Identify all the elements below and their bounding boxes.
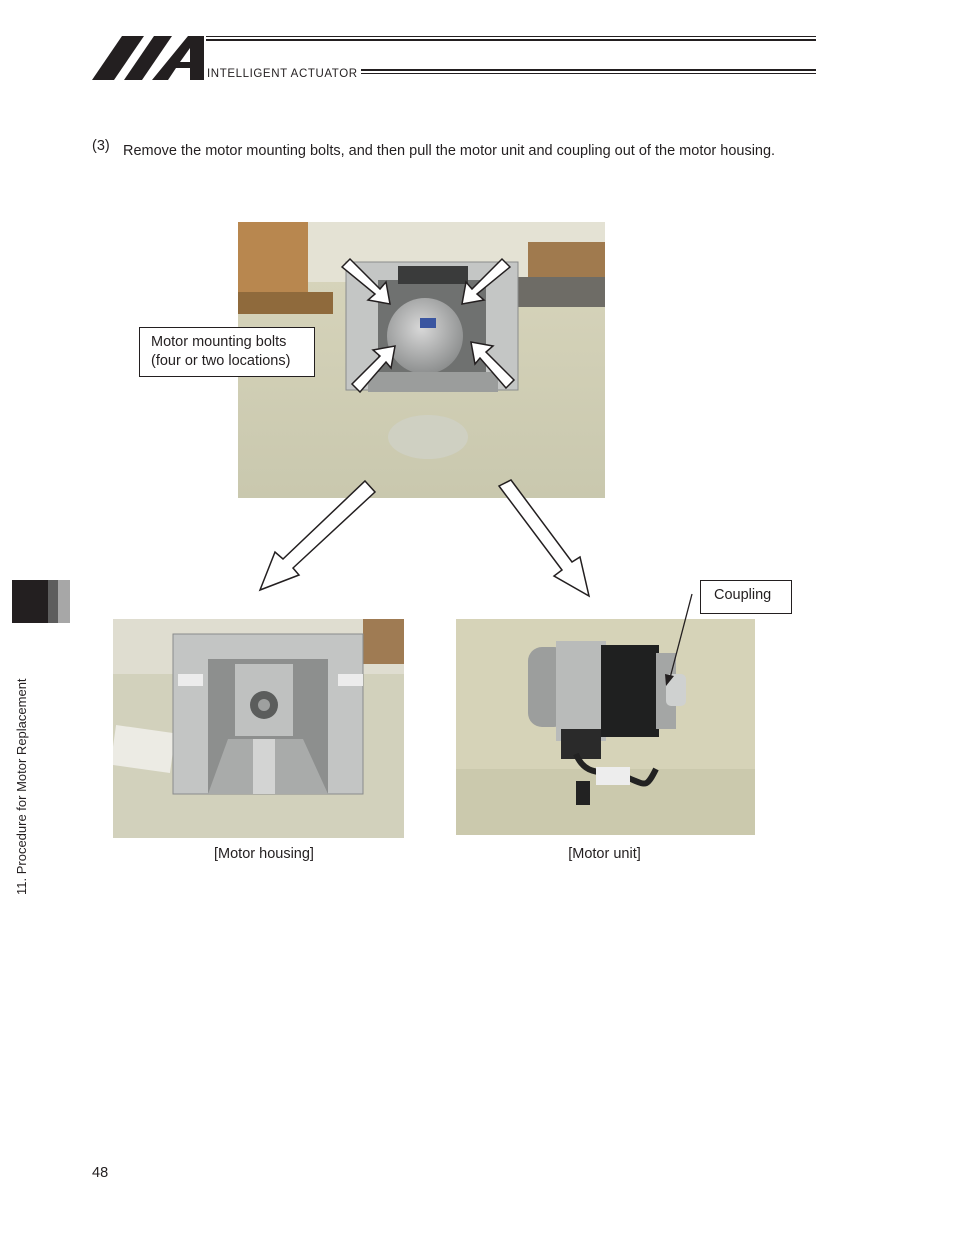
motor-housing-caption: [Motor housing]	[214, 846, 314, 862]
arrow-down-right-icon	[494, 478, 594, 600]
page-number: 48	[92, 1165, 109, 1181]
header-rule-top-2	[206, 39, 816, 41]
brand-name: INTELLIGENT ACTUATOR	[207, 68, 358, 80]
header-rule-bottom-1	[361, 69, 816, 71]
chapter-tab-icon	[12, 580, 70, 623]
motor-unit-photo	[456, 619, 755, 835]
bolts-callout	[139, 327, 315, 377]
header-rule-bottom-2	[361, 73, 816, 74]
chapter-label: 11. Procedure for Motor Replacement	[14, 678, 29, 895]
step-number: (3)	[92, 138, 110, 154]
arrow-down-left-icon	[255, 478, 380, 593]
motor-housing-photo	[113, 619, 404, 838]
header-rule-top-1	[206, 36, 816, 37]
bolts-callout-line1: Motor mounting bolts	[151, 334, 287, 350]
bolts-callout-line2: (four or two locations)	[151, 353, 291, 369]
coupling-pointer-icon	[660, 590, 700, 690]
iai-logo-icon	[92, 34, 204, 82]
coupling-callout: Coupling	[700, 580, 792, 614]
motor-unit-caption: [Motor unit]	[568, 846, 641, 862]
step-instruction: Remove the motor mounting bolts, and then pull the motor unit and coupling out of the motor housing.	[123, 143, 776, 159]
